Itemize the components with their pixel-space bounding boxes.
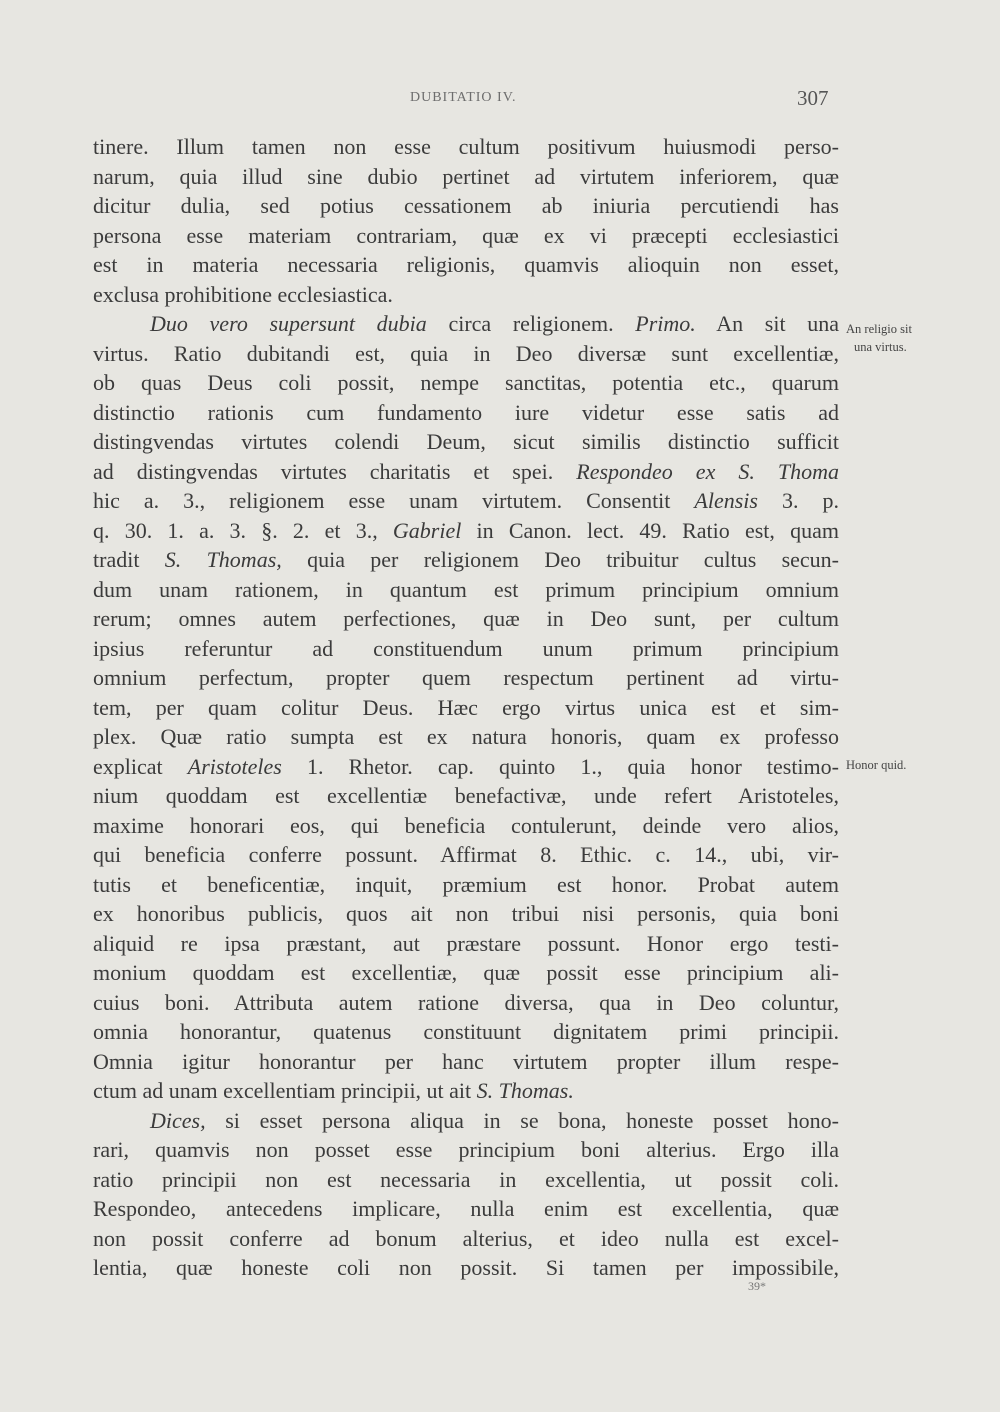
text-run: q. 30. 1. a. 3. §. 2. et 3., bbox=[93, 517, 393, 543]
text-line bbox=[93, 486, 839, 516]
text-line: plex. Quæ ratio sumpta est ex natura honoris, quam ex professo bbox=[93, 724, 839, 749]
italic-phrase: Respondeo ex S. Thoma bbox=[576, 458, 839, 484]
text-line: virtus. Ratio dubitandi est, quia in Deo diversæ sunt excellentiæ, bbox=[93, 340, 839, 366]
text-line: qui beneficia conferre possunt. Affirmat 8. Ethic. c. 14., ubi, vir- bbox=[93, 842, 839, 867]
text-line: monium quoddam est excellentiæ, quæ possit esse principium ali- bbox=[93, 960, 839, 985]
text-line: tem, per quam colitur Deus. Hæc ergo virtus unica est et sim- bbox=[93, 694, 839, 720]
margin-note-line: una virtus. bbox=[854, 340, 907, 354]
signature-mark: 39* bbox=[748, 1279, 766, 1293]
text-line: ex honoribus publicis, quos ait non tribui nisi personis, quia boni bbox=[93, 901, 839, 926]
text-run: 3. p. bbox=[757, 488, 839, 513]
italic-phrase: Aristoteles bbox=[187, 753, 282, 779]
text-line: dicitur dulia, sed potius cessationem ab iniuria percutiendi has bbox=[93, 193, 839, 218]
text-line: ob quas Deus coli possit, nempe sanctitas, potentia etc., quarum bbox=[93, 370, 839, 395]
text-line: distingvendas virtutes colendi Deum, sicut similis distinctio sufficit bbox=[93, 429, 839, 454]
text-line: omnium perfectum, propter quem respectum pertinent ad virtu- bbox=[93, 665, 839, 690]
margin-note-line: An religio sit bbox=[846, 322, 912, 336]
italic-phrase: Duo vero supersunt dubia bbox=[150, 311, 427, 336]
italic-phrase: S. Thomas, bbox=[164, 547, 282, 572]
page-number: 307 bbox=[797, 86, 829, 110]
text-run: ad distingvendas virtutes charitatis et spei. bbox=[93, 458, 577, 484]
text-line: omnia honorantur, quatenus constituunt dignitatem primi principii. bbox=[93, 1019, 839, 1044]
text-line: exclusa prohibitione ecclesiastica. bbox=[93, 281, 393, 307]
text-line: narum, quia illud sine dubio pertinet ad virtutem inferiorem, quæ bbox=[93, 163, 839, 189]
margin-note-honor: Honor quid. bbox=[846, 758, 907, 772]
text-line: Respondeo, antecedens implicare, nulla enim est excellentia, quæ bbox=[93, 1196, 839, 1221]
text-line: non possit conferre ad bonum alterius, et ideo nulla est excel- bbox=[93, 1225, 839, 1251]
margin-note-religio bbox=[846, 320, 912, 356]
text-line: tutis et beneficentiæ, inquit, præmium est honor. Probat autem bbox=[93, 871, 839, 897]
text-line: dum unam rationem, in quantum est primum principium omnium bbox=[93, 576, 839, 602]
text-line: rerum; omnes autem perfectiones, quæ in Deo sunt, per cultum bbox=[93, 606, 839, 631]
text-run: tradit bbox=[93, 547, 165, 572]
text-line: nium quoddam est excellentiæ benefactivæ, unde refert Aristoteles, bbox=[93, 783, 839, 808]
body-text bbox=[93, 132, 839, 1283]
text-line: ratio principii non est necessaria in excellentia, ut possit coli. bbox=[93, 1166, 839, 1192]
text-run: ctum ad unam excellentiam principii, ut ait bbox=[93, 1078, 477, 1103]
text-run: explicat bbox=[93, 753, 188, 779]
text-line: Omnia igitur honorantur per hanc virtutem propter illum respe- bbox=[93, 1048, 839, 1074]
italic-phrase: Gabriel bbox=[392, 517, 462, 543]
text-run: 1. Rhetor. cap. quinto 1., quia honor testimo- bbox=[281, 753, 839, 779]
italic-phrase: Dices, bbox=[150, 1107, 206, 1133]
italic-phrase: Alensis bbox=[694, 488, 758, 513]
italic-phrase: Primo. bbox=[635, 311, 696, 336]
text-line: maxime honorari eos, qui beneficia contulerunt, deinde vero alios, bbox=[93, 812, 839, 838]
text-run: hic a. 3., religionem esse unam virtutem. Consentit bbox=[93, 488, 695, 513]
text-run: in Canon. lect. 49. Ratio est, quam bbox=[461, 517, 839, 543]
text-line bbox=[93, 516, 839, 546]
italic-phrase: S. Thomas. bbox=[476, 1078, 574, 1103]
text-run: quia per religionem Deo tribuitur cultus secun- bbox=[281, 547, 839, 572]
text-line: lentia, quæ honeste coli non possit. Si tamen per impossibile, bbox=[93, 1255, 839, 1280]
text-line bbox=[93, 309, 839, 339]
text-line: tinere. Illum tamen non esse cultum positivum huiusmodi perso- bbox=[93, 134, 839, 159]
text-run: circa religionem. bbox=[426, 311, 636, 336]
text-line bbox=[93, 1106, 839, 1136]
text-line bbox=[93, 1076, 839, 1106]
text-line bbox=[93, 457, 839, 487]
text-line: persona esse materiam contrariam, quæ ex vi præcepti ecclesiastici bbox=[93, 222, 839, 248]
text-line: distinctio rationis cum fundamento iure videtur esse satis ad bbox=[93, 399, 839, 425]
text-line: aliquid re ipsa præstant, aut præstare possunt. Honor ergo testi- bbox=[93, 930, 839, 956]
text-run: si esset persona aliqua in se bona, honeste posset hono- bbox=[205, 1107, 839, 1133]
text-line bbox=[93, 752, 839, 782]
text-line: cuius boni. Attributa autem ratione diversa, qua in Deo coluntur, bbox=[93, 989, 839, 1015]
text-line: rari, quamvis non posset esse principium boni alterius. Ergo illa bbox=[93, 1137, 839, 1162]
text-line: est in materia necessaria religionis, quamvis alioquin non esset, bbox=[93, 252, 839, 277]
text-line bbox=[93, 545, 839, 575]
text-run: An sit una bbox=[695, 311, 839, 336]
text-line: ipsius referuntur ad constituendum unum primum principium bbox=[93, 635, 839, 661]
running-header: DUBITATIO IV. bbox=[410, 90, 517, 105]
